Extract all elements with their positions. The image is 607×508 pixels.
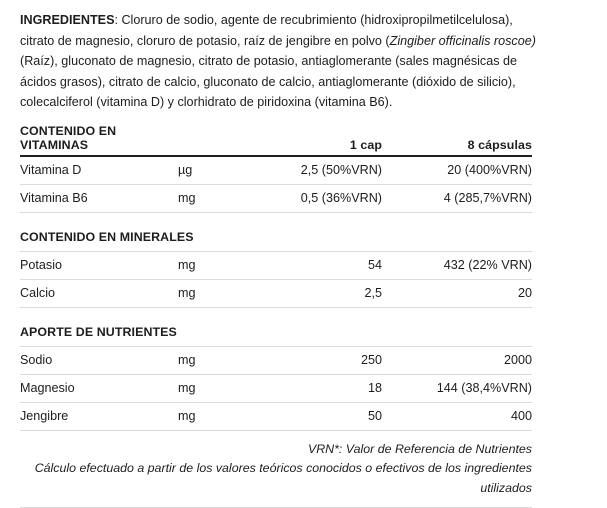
ingredients-text-part2: (Raíz), gluconato de magnesio, citrato de potasio, antiaglomerante (sales magnésicas de ácidos grasos), citrato de calcio, gluconato de calcio, antiaglomerante (dióxido de silicio), colecalciferol (vitamina D) y clorhidrato de piridoxina (vitamina B6). [20,54,518,109]
table-row [20,346,532,374]
row-nutrient-name: Magnesio [20,374,178,402]
footnote-calculation-note: Cálculo efectuado a partir de los valores teóricos conocidos o efectivos de los ingredientes utilizados [34,461,532,495]
row-one-cap: 0,5 (36%VRN) [240,184,382,212]
row-nutrient-name: Sodio [20,346,178,374]
row-eight-caps: 2000 [382,346,532,374]
table-row [20,251,532,279]
footnote-vrn-definition: VRN*: Valor de Referencia de Nutrientes [307,441,532,456]
section-spacer [20,307,532,317]
row-eight-caps: 20 (400%VRN) [382,156,532,185]
table-row [20,374,532,402]
spacer-cell [20,212,532,222]
row-nutrient-name: Vitamina D [20,156,178,185]
ingredients-species-name: Zingiber officinalis roscoe) [389,33,536,48]
row-unit: mg [178,251,240,279]
ingredients-text-part1: : Cloruro de sodio, agente de recubrimiento (hidroxipropilmetilcelulosa), citrato de magnesio, cloruro de potasio, raíz de jengibre en polvo ( [20,13,513,48]
table-row [20,402,532,430]
row-eight-caps: 432 (22% VRN) [382,251,532,279]
table-row [20,184,532,212]
row-one-cap: 54 [240,251,382,279]
section-title: APORTE DE NUTRIENTES [20,317,532,347]
column-header-eight-caps: 8 cápsulas [382,124,532,156]
ingredients-paragraph [0,0,607,113]
table-row [20,156,532,185]
row-nutrient-name: Potasio [20,251,178,279]
nutrition-facts-table [20,124,532,431]
row-unit: mg [178,346,240,374]
footnote-block [20,431,532,499]
row-eight-caps: 144 (38,4%VRN) [382,374,532,402]
section-title: CONTENIDO EN MINERALES [20,222,532,252]
row-one-cap: 18 [240,374,382,402]
table-header-row [20,124,532,156]
row-nutrient-name: Calcio [20,279,178,307]
row-one-cap: 250 [240,346,382,374]
column-header-unit [178,124,240,156]
row-eight-caps: 400 [382,402,532,430]
row-one-cap: 2,5 (50%VRN) [240,156,382,185]
ingredients-label: INGREDIENTES [20,13,115,27]
row-unit: mg [178,374,240,402]
row-unit: mg [178,279,240,307]
section-spacer [20,212,532,222]
row-one-cap: 50 [240,402,382,430]
row-one-cap: 2,5 [240,279,382,307]
row-unit: mg [178,402,240,430]
column-header-vitamins: CONTENIDO EN VITAMINAS [20,124,178,156]
table-body [20,124,532,431]
row-unit: mg [178,184,240,212]
row-eight-caps: 4 (285,7%VRN) [382,184,532,212]
table-row [20,279,532,307]
row-nutrient-name: Vitamina B6 [20,184,178,212]
row-eight-caps: 20 [382,279,532,307]
section-header-nutrients [20,317,532,347]
row-nutrient-name: Jengibre [20,402,178,430]
column-header-one-cap: 1 cap [240,124,382,156]
row-unit: µg [178,156,240,185]
spacer-cell [20,307,532,317]
section-header-minerals [20,222,532,252]
